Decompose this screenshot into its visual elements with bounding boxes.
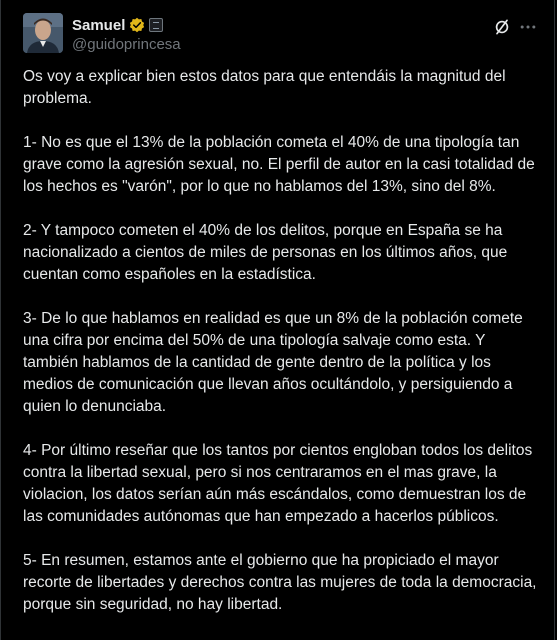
tweet-paragraph-5: 5- En resumen, estamos ante el gobierno que ha propiciado el mayor recorte de libertades y derechos contra las mujeres de toda la democracia, porque sin seguridad, no hay libertad. <box>23 552 537 613</box>
author-handle[interactable]: @guidoprincesa <box>72 36 181 53</box>
tweet-paragraph-4: 4- Por último reseñar que los tantos por cientos engloban todos los delitos contra la libertad sexual, pero si nos centraramos en el mas grave, la violacion, los datos serían aún más escándalos, como demuestran los de las comunidades autónomas que han empezado a hacerlos públicos. <box>23 442 533 525</box>
author-name-row <box>72 15 163 35</box>
tweet-header <box>23 13 538 55</box>
grok-icon[interactable] <box>492 17 512 37</box>
author-display-name[interactable]: Samuel <box>72 16 126 34</box>
tweet-paragraph-2: 2- Y tampoco cometen el 40% de los delitos, porque en España se ha nacionalizado a cientos de miles de personas en los últimos años, que cuentan como españoles en la estadística. <box>23 222 508 283</box>
tweet-paragraph-3: 3- De lo que hablamos en realidad es que un 8% de la población comete una cifra por encima del 50% de una tipología salvaje como esta. Y también hablamos de la cantidad de gente dentro de la política y los medios de comunicación que llevan años ocultándolo, y persiguiendo a quien lo denunciaba. <box>23 310 523 415</box>
tweet-text <box>23 66 538 638</box>
avatar[interactable] <box>23 13 63 53</box>
verified-badge-gold-icon[interactable] <box>129 17 145 33</box>
avatar-image <box>23 13 63 53</box>
more-horizontal-icon[interactable] <box>518 17 538 37</box>
tweet-paragraph-intro: Os voy a explicar bien estos datos para que entendáis la magnitud del problema. <box>23 68 506 107</box>
tweet-paragraph-1: 1- No es que el 13% de la población cometa el 40% de una tipología tan grave como la agresión sexual, no. El perfil de autor en la casi totalidad de los hechos es "varón", por lo que no hablamos del 13%, sino del 8%. <box>23 134 535 195</box>
affiliate-badge-icon[interactable] <box>149 18 163 32</box>
